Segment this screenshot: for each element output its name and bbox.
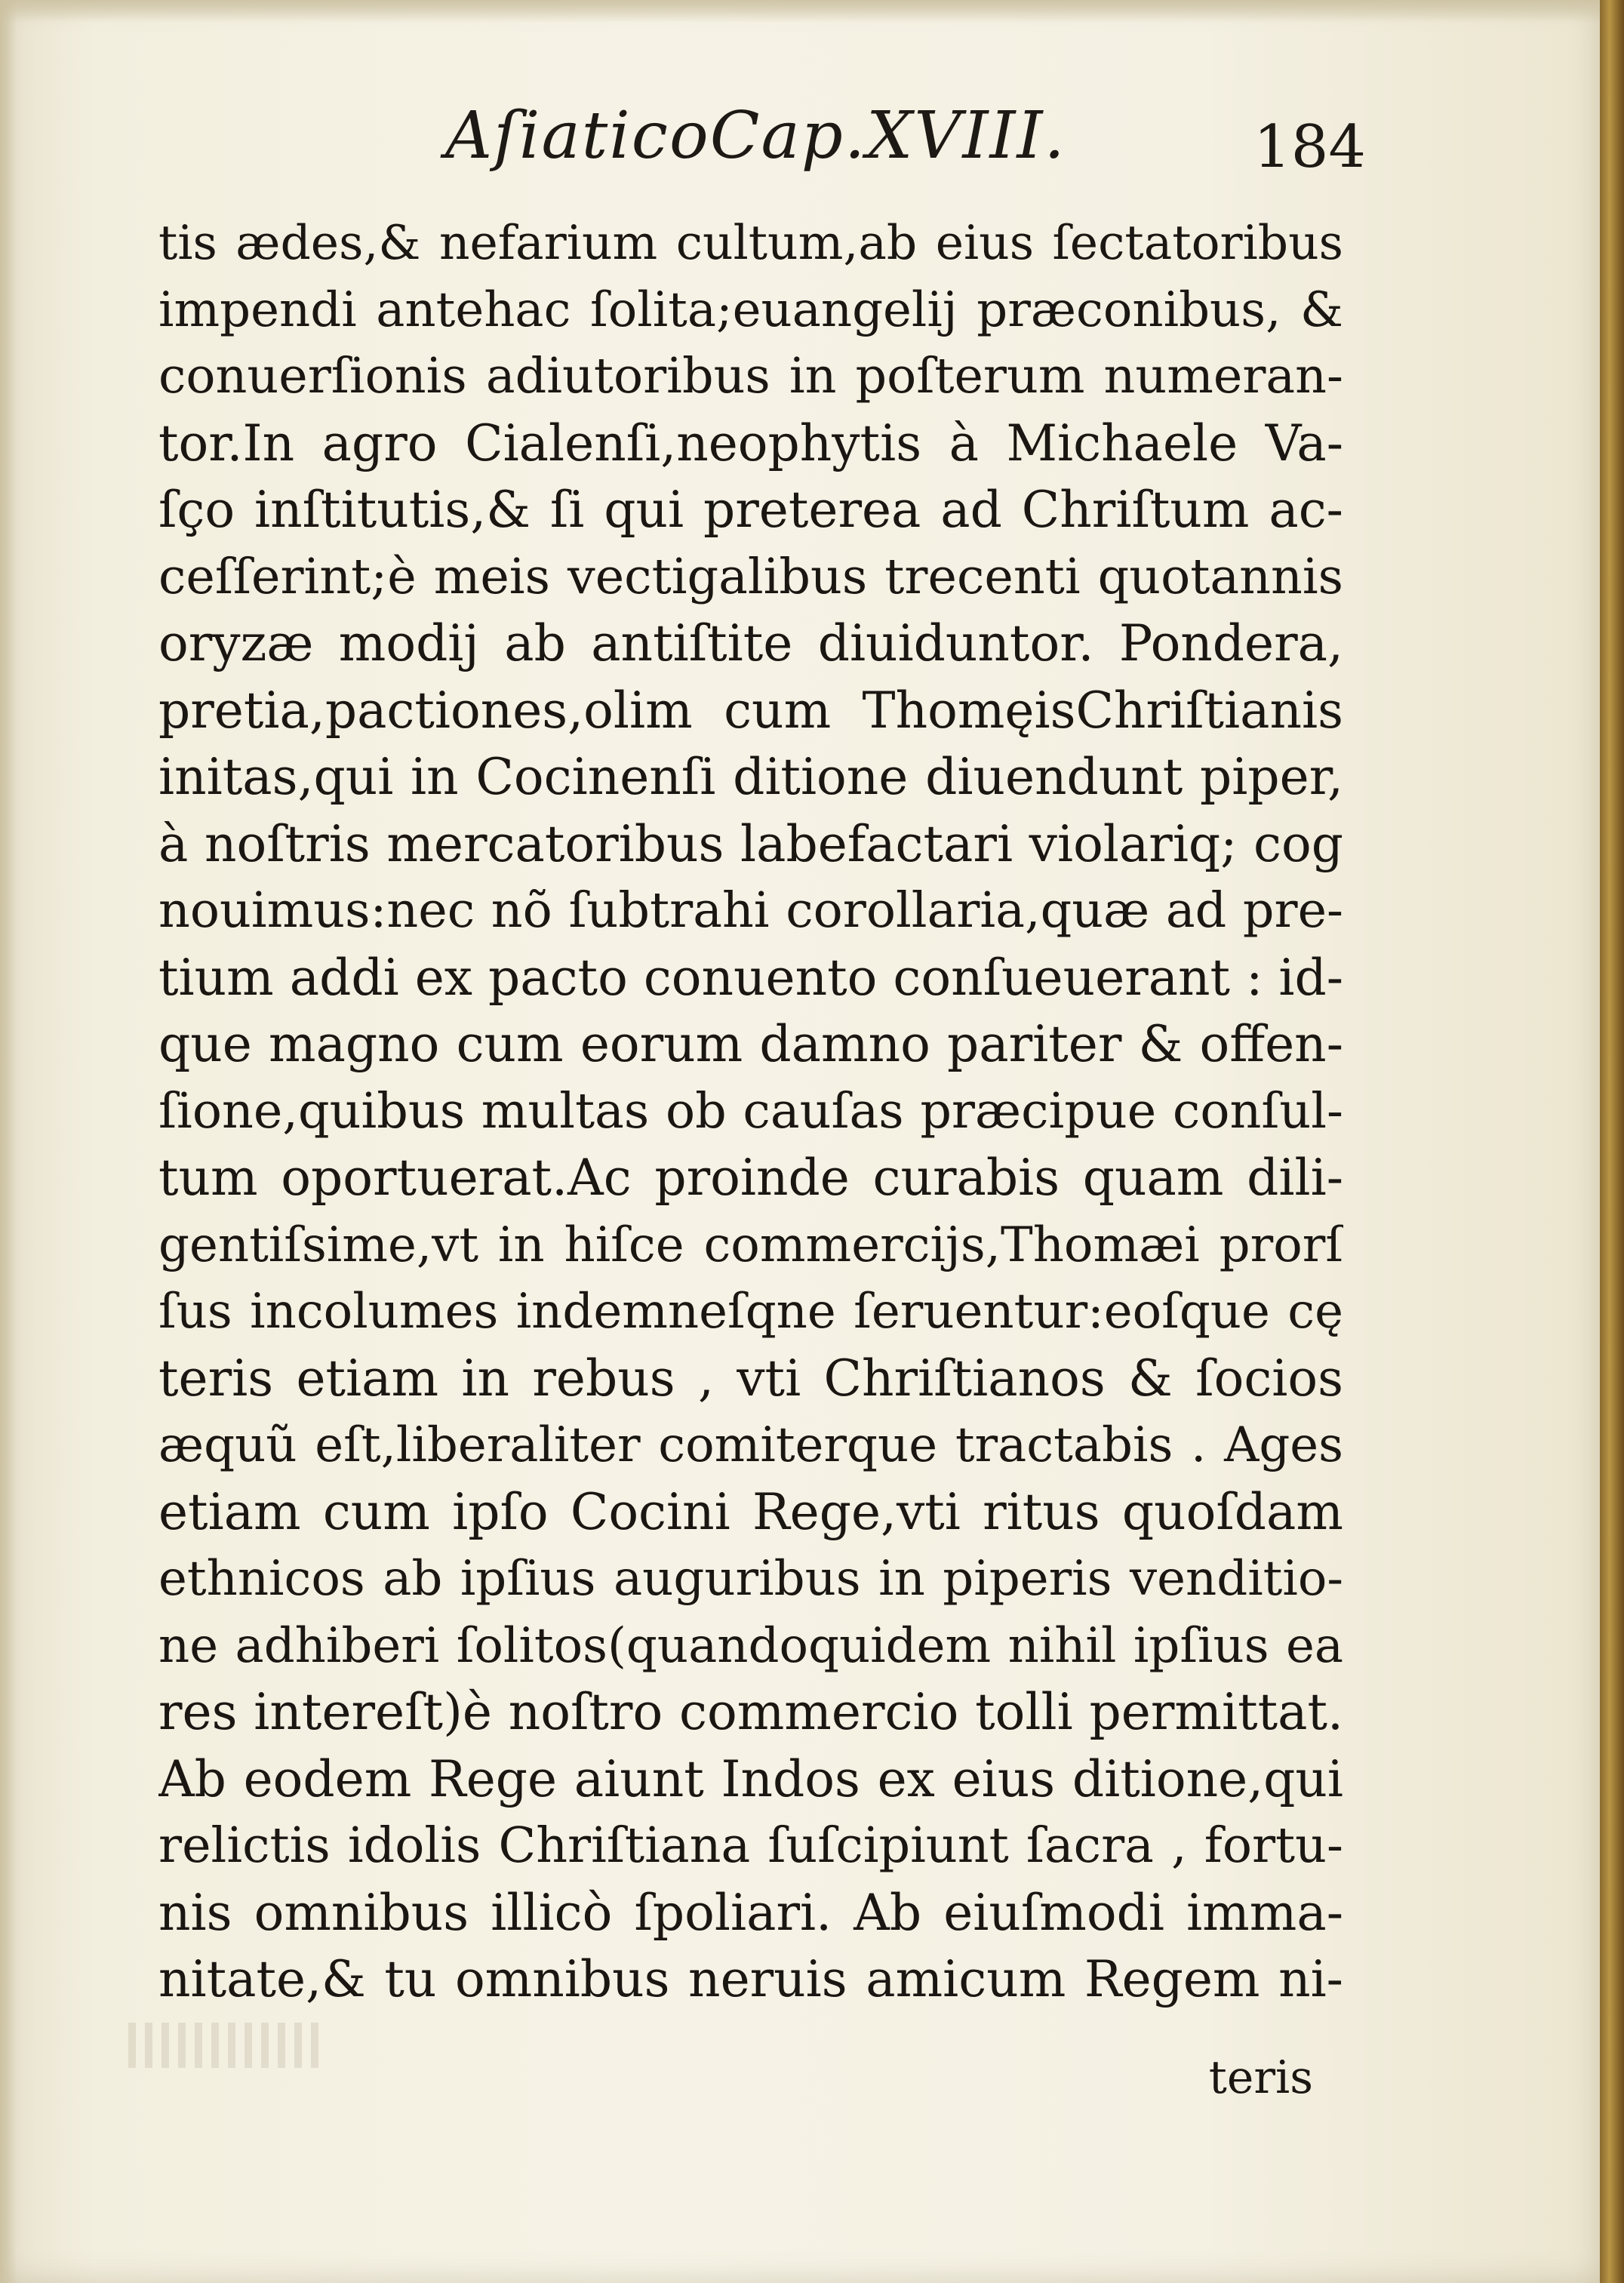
text-line: æquũ eſt,liberaliter comiterque tractabis . Ages — [158, 1417, 1343, 1473]
text-line: tium addi ex pacto conuento conſueuerant : id- — [158, 948, 1343, 1007]
text-line: etiam cum ipſo Cocini Rege,vti ritus quoſdam — [158, 1482, 1343, 1541]
text-line: pretia,pactiones,olim cum ThomęisChriſtianis — [158, 681, 1343, 740]
text-line: ceſſerint;è meis vectigalibus trecenti quotannis — [158, 548, 1343, 605]
text-line: à noſtris mercatoribus labefactari violariq; cog — [158, 814, 1343, 873]
text-line: ſione,quibus multas ob cauſas præcipue conſul- — [158, 1082, 1343, 1140]
text-line: tum oportuerat.Ac proinde curabis quam dili- — [158, 1149, 1343, 1207]
text-line: ethnicos ab ipſius auguribus in piperis venditio- — [158, 1551, 1343, 1607]
text-line: relictis idolis Chriſtiana ſuſcipiunt ſacra , fortu- — [158, 1817, 1343, 1874]
text-line: Ab eodem Rege aiunt Indos ex eius ditione,qui — [158, 1749, 1343, 1808]
catchword: teris — [1208, 2051, 1313, 2104]
body-text — [158, 210, 1343, 2014]
running-head: AſiaticoCap.XVIII. — [445, 98, 1066, 174]
text-line: oryzæ modij ab antiſtite diuiduntor. Pondera, — [158, 614, 1343, 672]
text-line: tor.In agro Cialenſi,neophytis à Michaele Va- — [158, 414, 1343, 472]
text-line: nis omnibus illicò ſpoliari. Ab eiuſmodi imma- — [158, 1883, 1343, 1942]
ink-show-through — [128, 2023, 324, 2068]
text-line: ſus incolumes indemneſqne ſeruentur:eoſque cę — [158, 1284, 1343, 1340]
text-line: tis ædes,& nefarium cultum,ab eius ſectatoribus — [158, 215, 1343, 270]
text-line: ſço inſtitutis,& ſi qui preterea ad Chriſtum ac- — [158, 481, 1343, 539]
page-number: 184 — [1253, 113, 1366, 181]
text-line: gentiſsime,vt in hiſce commercijs,Thomæi prorſ — [158, 1217, 1343, 1273]
text-line: conuerſionis adiutoribus in poſterum numeran- — [158, 348, 1343, 405]
text-line: res intereſt)è noſtro commercio tolli permittat. — [158, 1683, 1343, 1741]
text-line: que magno cum eorum damno pariter & offen- — [158, 1015, 1343, 1073]
text-line: teris etiam in rebus , vti Chriſtianos & ſocios — [158, 1349, 1343, 1408]
text-line: impendi antehac ſolita;euangelij præconibus, & — [158, 282, 1343, 338]
text-line: nouimus:nec nõ ſubtrahi corollaria,quæ ad pre- — [158, 882, 1343, 939]
text-line: ne adhiberi ſolitos(quandoquidem nihil ipſius ea — [158, 1617, 1343, 1674]
text-line: initas,qui in Cocinenſi ditione diuendunt piper, — [158, 748, 1343, 806]
text-line: nitate,& tu omnibus neruis amicum Regem ni- — [158, 1950, 1343, 2008]
page-edge — [1600, 0, 1624, 2283]
